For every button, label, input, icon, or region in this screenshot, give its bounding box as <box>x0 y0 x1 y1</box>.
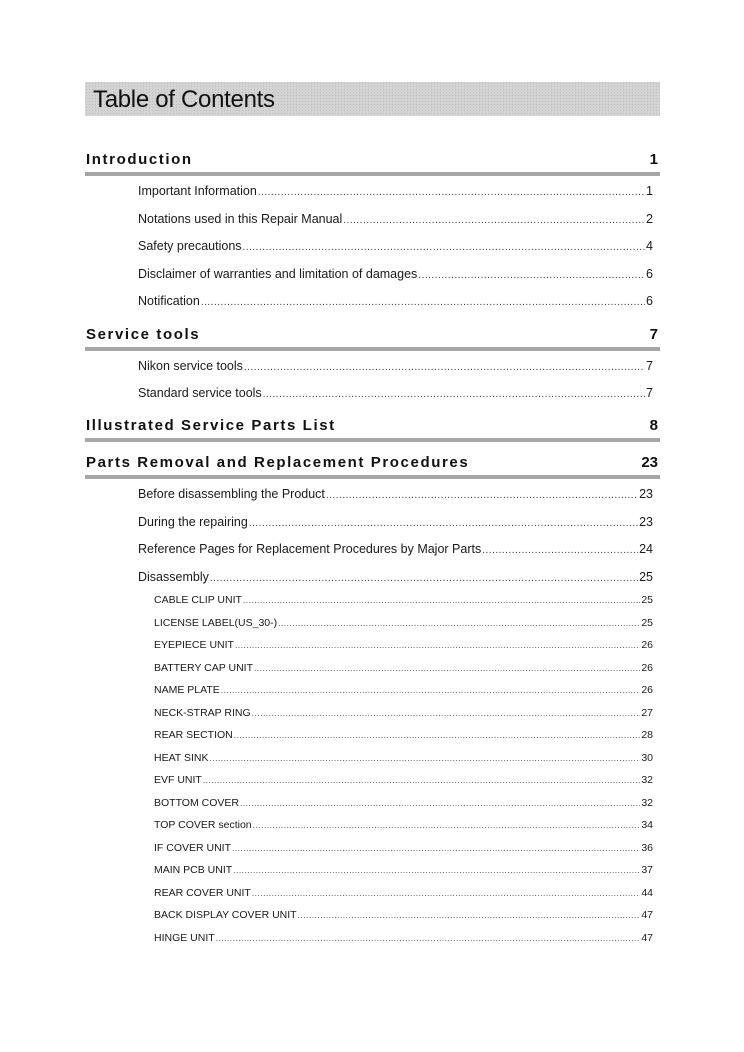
toc-entry[interactable] <box>138 267 653 285</box>
dot-leader <box>209 753 640 763</box>
toc-entry-label: Disclaimer of warranties and limitation of damages <box>138 267 418 281</box>
dot-leader <box>210 573 638 584</box>
toc-entry-label: Safety precautions <box>138 239 242 253</box>
section-header-parts-removal[interactable] <box>85 454 660 476</box>
dot-leader <box>243 242 646 253</box>
toc-entry-page: 23 <box>639 515 653 529</box>
toc-subentry-label: NECK-STRAP RING <box>154 707 251 719</box>
toc-subentry-page: 47 <box>641 909 653 921</box>
toc-subentry-label: IF COVER UNIT <box>154 842 232 854</box>
page-title: Table of Contents <box>93 86 275 113</box>
section-title: Parts Removal and Replacement Procedures <box>86 454 470 471</box>
toc-entry-page: 1 <box>646 184 653 198</box>
dot-leader <box>343 215 645 226</box>
section-page-number: 23 <box>641 454 658 471</box>
dot-leader <box>235 640 640 650</box>
dot-leader <box>232 843 640 853</box>
dot-leader <box>203 775 640 785</box>
toc-subentry-page: 44 <box>641 887 653 899</box>
toc-entry[interactable] <box>138 212 653 230</box>
toc-subentry-page: 47 <box>641 932 653 944</box>
toc-entry-label: Disassembly <box>138 570 209 584</box>
toc-subentry-label: LICENSE LABEL(US_30-) <box>154 617 278 629</box>
toc-subentry[interactable] <box>154 819 653 835</box>
section-title: Service tools <box>86 326 201 343</box>
dot-leader <box>221 685 641 695</box>
dot-leader <box>418 270 645 281</box>
toc-entry-page: 23 <box>639 487 653 501</box>
section-header-service-tools[interactable] <box>85 326 660 348</box>
toc-subentry-page: 26 <box>641 639 653 651</box>
toc-subentry-page: 28 <box>641 729 653 741</box>
toc-subentry[interactable] <box>154 752 653 768</box>
toc-subentry-page: 32 <box>641 797 653 809</box>
toc-entry-label: During the repairing <box>138 515 248 529</box>
toc-entry-label: Before disassembling the Product <box>138 487 325 501</box>
toc-entry[interactable] <box>138 386 653 404</box>
toc-subentry[interactable] <box>154 887 653 903</box>
toc-subentry[interactable] <box>154 864 653 880</box>
section-divider <box>85 347 660 351</box>
toc-subentry-label: HEAT SINK <box>154 752 209 764</box>
toc-entry-label: Important Information <box>138 184 257 198</box>
dot-leader <box>201 297 645 308</box>
dot-leader <box>252 888 640 898</box>
section-divider <box>85 172 660 176</box>
dot-leader <box>254 663 640 673</box>
toc-entry-label: Nikon service tools <box>138 359 243 373</box>
toc-entry-page: 7 <box>646 386 653 400</box>
toc-subentry-label: CABLE CLIP UNIT <box>154 594 242 606</box>
toc-subentry-page: 26 <box>641 684 653 696</box>
dot-leader <box>298 910 641 920</box>
dot-leader <box>243 595 640 605</box>
dot-leader <box>244 362 645 373</box>
dot-leader <box>234 730 641 740</box>
dot-leader <box>263 389 645 400</box>
toc-entry[interactable] <box>138 294 653 312</box>
dot-leader <box>216 933 641 943</box>
section-divider <box>85 438 660 442</box>
toc-subentry-label: EVF UNIT <box>154 774 202 786</box>
toc-subentry-page: 27 <box>641 707 653 719</box>
toc-subentry-label: BACK DISPLAY COVER UNIT <box>154 909 297 921</box>
section-divider <box>85 475 660 479</box>
section-page-number: 8 <box>649 417 658 434</box>
toc-subentry-page: 26 <box>641 662 653 674</box>
toc-subentry-page: 25 <box>641 617 653 629</box>
toc-subentry[interactable] <box>154 842 653 858</box>
section-page-number: 7 <box>649 326 658 343</box>
toc-entry-page: 2 <box>646 212 653 226</box>
toc-subentry-page: 25 <box>641 594 653 606</box>
toc-entry[interactable] <box>138 359 653 377</box>
toc-entry-page: 25 <box>639 570 653 584</box>
toc-subentry[interactable] <box>154 594 653 610</box>
toc-entry-page: 6 <box>646 267 653 281</box>
dot-leader <box>252 708 641 718</box>
toc-entry-label: Standard service tools <box>138 386 262 400</box>
toc-entry-page: 7 <box>646 359 653 373</box>
toc-subentry[interactable] <box>154 797 653 813</box>
toc-subentry[interactable] <box>154 729 653 745</box>
toc-subentry-label: REAR SECTION <box>154 729 233 741</box>
toc-subentry-page: 37 <box>641 864 653 876</box>
toc-entry-page: 4 <box>646 239 653 253</box>
dot-leader <box>258 187 645 198</box>
toc-subentry[interactable] <box>154 684 653 700</box>
toc-entry[interactable] <box>138 487 653 505</box>
toc-entry[interactable] <box>138 515 653 533</box>
toc-entry-label: Notations used in this Repair Manual <box>138 212 343 226</box>
dot-leader <box>240 798 640 808</box>
dot-leader <box>233 865 640 875</box>
toc-subentry[interactable] <box>154 774 653 790</box>
toc-subentry-label: NAME PLATE <box>154 684 220 696</box>
toc-entry[interactable] <box>138 542 653 560</box>
dot-leader <box>249 518 638 529</box>
dot-leader <box>482 545 638 556</box>
dot-leader <box>278 618 640 628</box>
toc-subentry[interactable] <box>154 617 653 633</box>
toc-subentry-page: 34 <box>641 819 653 831</box>
toc-entry[interactable] <box>138 570 653 588</box>
toc-entry-page: 24 <box>639 542 653 556</box>
title-bar <box>85 82 660 116</box>
toc-subentry-label: BOTTOM COVER <box>154 797 239 809</box>
toc-subentry[interactable] <box>154 707 653 723</box>
toc-subentry-label: REAR COVER UNIT <box>154 887 251 899</box>
toc-subentry-page: 32 <box>641 774 653 786</box>
section-header-parts-list[interactable] <box>85 417 660 439</box>
toc-entry[interactable] <box>138 239 653 257</box>
toc-subentry-page: 36 <box>641 842 653 854</box>
toc-subentry-label: HINGE UNIT <box>154 932 215 944</box>
toc-subentry[interactable] <box>154 932 653 948</box>
toc-subentry-label: BATTERY CAP UNIT <box>154 662 253 674</box>
toc-subentry[interactable] <box>154 909 653 925</box>
toc-subentry-label: EYEPIECE UNIT <box>154 639 234 651</box>
toc-entry[interactable] <box>138 184 653 202</box>
toc-entry-page: 6 <box>646 294 653 308</box>
dot-leader <box>253 820 641 830</box>
section-title: Illustrated Service Parts List <box>86 417 336 434</box>
toc-subentry[interactable] <box>154 662 653 678</box>
toc-entry-label: Notification <box>138 294 200 308</box>
toc-subentry-label: MAIN PCB UNIT <box>154 864 233 876</box>
toc-subentry-label: TOP COVER section <box>154 819 252 831</box>
toc-subentry-page: 30 <box>641 752 653 764</box>
section-header-introduction[interactable] <box>85 151 660 173</box>
dot-leader <box>326 490 638 501</box>
section-title: Introduction <box>86 151 193 168</box>
toc-subentry[interactable] <box>154 639 653 655</box>
section-page-number: 1 <box>649 151 658 168</box>
toc-entry-label: Reference Pages for Replacement Procedures by Major Parts <box>138 542 482 556</box>
